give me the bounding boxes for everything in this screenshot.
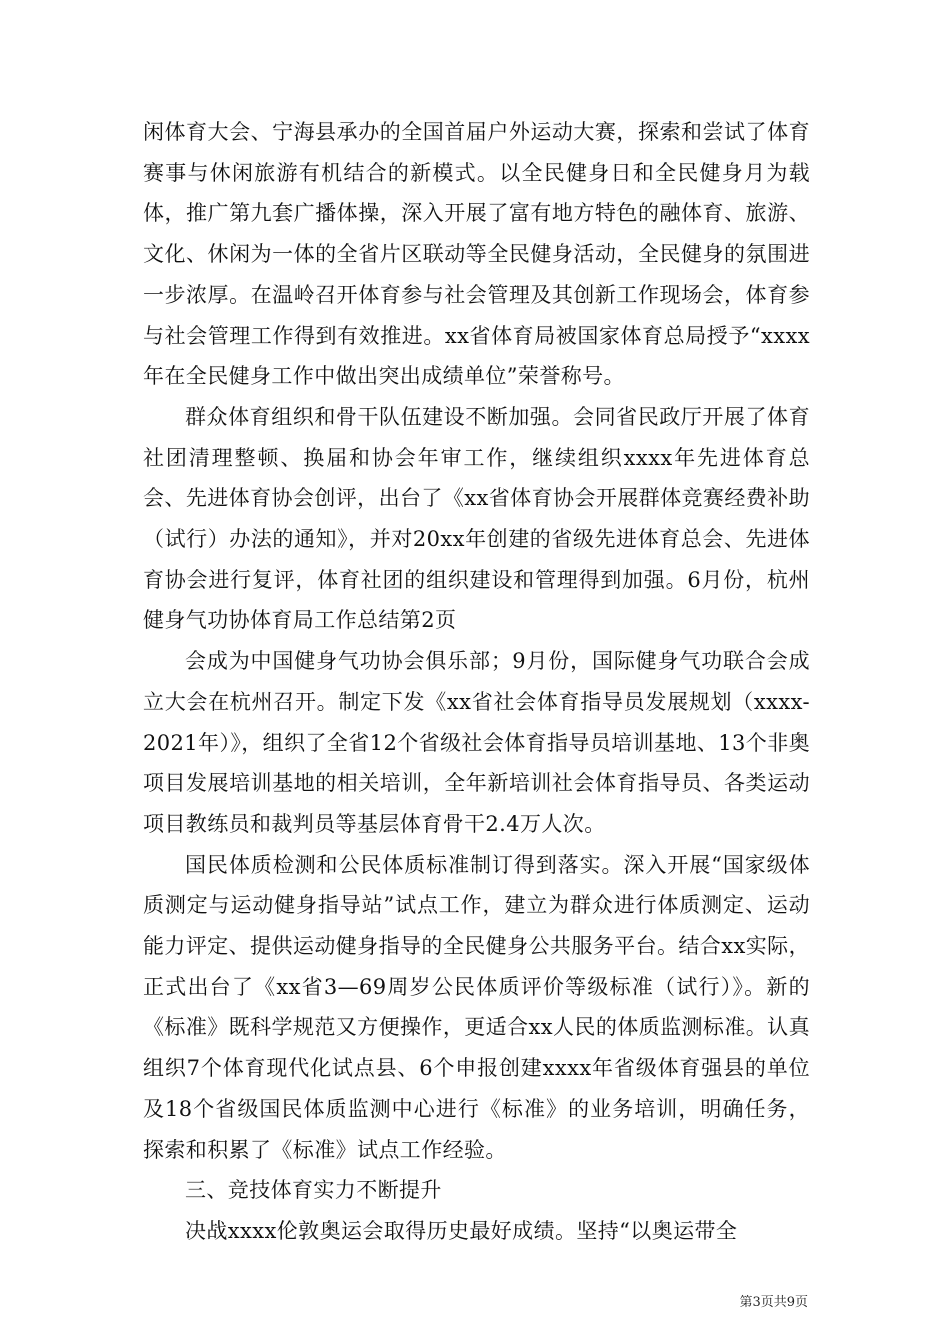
document-body	[143, 112, 810, 1252]
paragraph-continuation: 闲体育大会、宁海县承办的全国首届户外运动大赛，探索和尝试了体育赛事与休闲旅游有机结合的新模式。以全民健身日和全民健身月为载体，推广第九套广播体操，深入开展了富有地方特色的融体育、旅游、文化、休闲为一体的全省片区联动等全民健身活动，全民健身的氛围进一步浓厚。在温岭召开体育参与社会管理及其创新工作现场会，体育参与社会管理工作得到有效推进。xx省体育局被国家体育总局授予“xxxx年在全民健身工作中做出突出成绩单位”荣誉称号。	[143, 120, 810, 389]
paragraph-qigong-club: 会成为中国健身气功协会俱乐部；9月份，国际健身气功联合会成立大会在杭州召开。制定下发《xx省社会体育指导员发展规划（xxxx-2021年）》，组织了全省12个省级社会体育指导员培训基地、13个非奥项目发展培训基地的相关培训，全年新培训社会体育指导员、各类运动项目教练员和裁判员等基层体育骨干2.4万人次。	[143, 649, 810, 836]
section-heading-competitive-sports: 三、竞技体育实力不断提升	[185, 1178, 442, 1203]
paragraph-london-olympics: 决战xxxx伦敦奥运会取得历史最好成绩。坚持“以奥运带全	[185, 1218, 738, 1243]
paragraph-sports-organizations: 群众体育组织和骨干队伍建设不断加强。会同省民政厅开展了体育社团清理整顿、换届和协会年审工作，继续组织xxxx年先进体育总会、先进体育协会创评，出台了《xx省体育协会开展群体竞赛经费补助（试行）办法的通知》，并对20xx年创建的省级先进体育总会、先进体育协会进行复评，体育社团的组织建设和管理得到加强。6月份，杭州健身气功协体育局工作总结第2页	[143, 404, 810, 633]
paragraph-fitness-standards: 国民体质检测和公民体质标准制订得到落实。深入开展“国家级体质测定与运动健身指导站”试点工作，建立为群众进行体质测定、运动能力评定、提供运动健身指导的全民健身公共服务平台。结合xx实际，正式出台了《xx省3—69周岁公民体质评价等级标准（试行）》。新的《标准》既科学规范又方便操作，更适合xx人民的体质监测标准。认真组织7个体育现代化试点县、6个申报创建xxxx年省级体育强县的单位及18个省级国民体质监测中心进行《标准》的业务培训，明确任务，探索和积累了《标准》试点工作经验。	[143, 852, 810, 1162]
page-number-footer: 第3页共9页	[739, 1295, 808, 1310]
